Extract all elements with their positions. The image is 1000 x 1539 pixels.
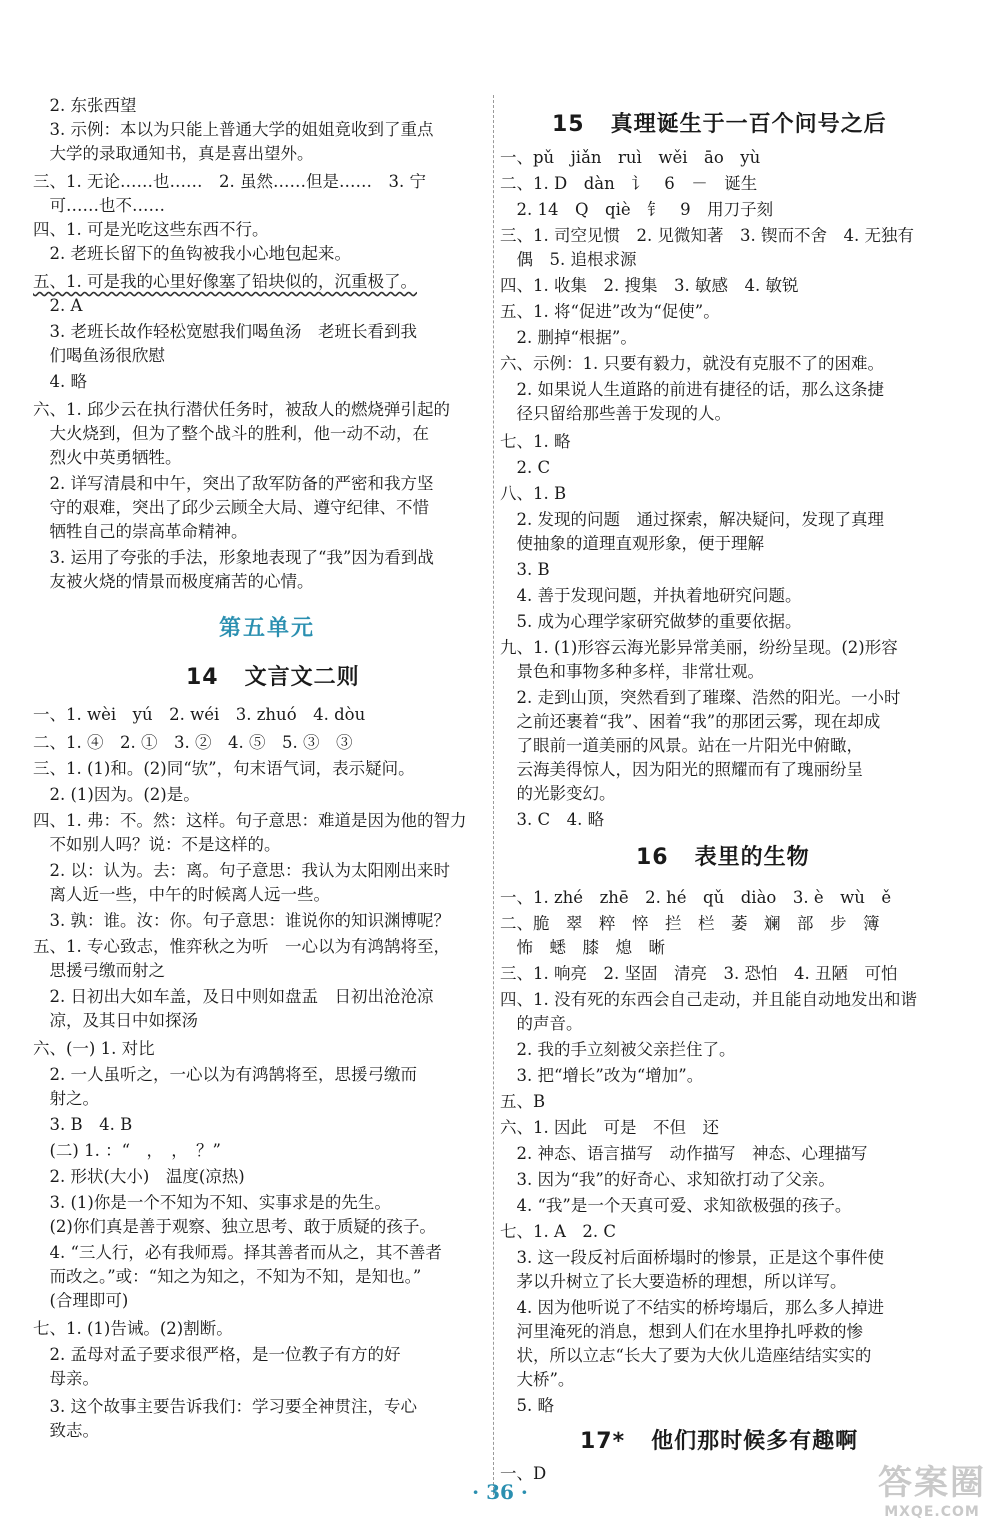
answer-line: 2. (1)因为。(2)是。 [33, 785, 200, 804]
answer-line: 二、1. D dàn 讠 6 － 诞生 [500, 174, 758, 193]
page-number: · 36 · [472, 1480, 528, 1504]
answer-line: 2. 删掉“根据”。 [500, 328, 637, 347]
answer-line: 射之。 [33, 1089, 99, 1108]
answer-line: 2. 发现的问题 通过探索，解决疑问，发现了真理 [500, 510, 884, 529]
lesson-16-heading [636, 840, 810, 871]
answer-line: 2. 神态、语言描写 动作描写 神态、心理描写 [500, 1144, 868, 1163]
answer-line: 茅以升树立了长大要造桥的理想，所以详写。 [500, 1272, 847, 1291]
answer-line: 们喝鱼汤很欣慰 [33, 346, 165, 365]
answer-line: 大火烧到，但为了整个战斗的胜利，他一动不动，在 [33, 424, 429, 443]
answer-line: 3. 把“增长”改为“增加”。 [500, 1066, 704, 1085]
answer-line: 4. 略 [33, 372, 87, 391]
left-column [33, 0, 488, 1470]
answer-line: 2. 东张西望 [33, 96, 137, 115]
answer-line: 使抽象的道理直观形象，便于理解 [500, 534, 764, 553]
answer-line: 六、示例：1. 只要有毅力，就没有克服不了的困难。 [500, 354, 884, 373]
answer-line: (二) 1. ：“ ， ， ？” [33, 1141, 221, 1160]
answer-line: 5. 成为心理学家研究做梦的重要依据。 [500, 612, 802, 631]
answer-line: 怖 蟋 膝 熄 晰 [500, 938, 665, 957]
answer-line: 2. 走到山顶，突然看到了璀璨、浩然的阳光。一小时 [500, 688, 901, 707]
answer-line: 3. C 4. 略 [500, 810, 605, 829]
answer-line: 不如别人吗？说：不是这样的。 [33, 835, 281, 854]
answer-line: 四、1. 弗：不。然：这样。句子意思：难道是因为他的智力 [33, 811, 467, 830]
answer-line: 七、1. (1)告诫。(2)割断。 [33, 1319, 233, 1338]
column-divider [493, 95, 494, 1495]
answer-line: 守的艰难，突出了邱少云顾全大局、遵守纪律、不惜 [33, 498, 429, 517]
answer-line: 径只留给那些善于发现的人。 [500, 404, 731, 423]
answer-line: 之前还裹着“我”、困着“我”的那团云雾，现在却成 [500, 712, 881, 731]
answer-line: 2. C [500, 458, 551, 477]
answer-line: (2)你们真是善于观察、独立思考、敢于质疑的孩子。 [33, 1217, 436, 1236]
lesson-title: 表里的生物 [694, 845, 810, 870]
answer-line: 3. 这一段反衬后面桥塌时的惨景，正是这个事件使 [500, 1248, 884, 1267]
answer-line: 偶 5. 追根求源 [500, 250, 637, 269]
answer-line: 的声音。 [500, 1014, 583, 1033]
answer-line: 可……也不…… [33, 196, 165, 215]
answer-line: 友被火烧的情景而极度痛苦的心情。 [33, 572, 314, 591]
answer-line: 思援弓缴而射之 [33, 961, 165, 980]
answer-line: 2. 孟母对孟子要求很严格，是一位教子有方的好 [33, 1345, 401, 1364]
answer-line: 而改之。”或：“知之为知之，不知为不知，是知也。” [33, 1267, 422, 1286]
answer-line: 四、1. 没有死的东西会自己走动，并且能自动地发出和谐 [500, 990, 917, 1009]
answer-line: 2. 14 Q qiè 钅 9 用刀子刻 [500, 200, 774, 219]
answer-line: 3. 这个故事主要告诉我们：学习要全神贯注，专心 [33, 1397, 417, 1416]
watermark-url: MXQE.COM [884, 1504, 980, 1520]
lesson-number: 14 [186, 665, 219, 690]
answer-line: 母亲。 [33, 1369, 99, 1388]
answer-line: 牺牲自己的崇高革命精神。 [33, 522, 248, 541]
lesson-title: 真理诞生于一百个问号之后 [610, 112, 887, 137]
watermark-text: 答案圈 [878, 1463, 986, 1503]
answer-line: 二、1. ④ 2. ① 3. ② 4. ⑤ 5. ③ ③ [33, 733, 353, 752]
answer-line: 一、D [500, 1464, 547, 1483]
watermark-logo [868, 1462, 996, 1536]
answer-line: 5. 略 [500, 1396, 554, 1415]
answer-line: 五、1. 将“促进”改为“促使”。 [500, 302, 720, 321]
answer-line: 一、1. zhé zhē 2. hé qǔ diào 3. è wù ě [500, 888, 892, 907]
answer-line: 3. 因为“我”的好奇心、求知欲打动了父亲。 [500, 1170, 835, 1189]
answer-line: 河里淹死的消息，想到人们在水里挣扎呼救的惨 [500, 1322, 863, 1341]
answer-line: 云海美得惊人，因为阳光的照耀而有了瑰丽纷呈 [500, 760, 863, 779]
answer-line: 2. 一人虽听之，一心以为有鸿鹄将至，思援弓缴而 [33, 1065, 417, 1084]
answer-line: 一、pǔ jiǎn ruì wěi āo yù [500, 148, 761, 167]
answer-line: 三、1. 无论……也…… 2. 虽然……但是…… 3. 宁 [33, 172, 426, 191]
lesson-15-heading [552, 107, 887, 138]
answer-line: 离人近一些，中午的时候离人远一些。 [33, 885, 330, 904]
answer-line: 烈火中英勇牺牲。 [33, 448, 182, 467]
lesson-title: 他们那时候多有趣啊 [651, 1429, 859, 1454]
lesson-number: 16 [636, 845, 669, 870]
lesson-14-heading [186, 660, 360, 691]
answer-line: 3. 老班长故作轻松宽慰我们喝鱼汤 老班长看到我 [33, 322, 417, 341]
answer-line: 状，所以立志“长大了要为大伙儿造座结结实实的 [500, 1346, 872, 1365]
answer-line: 六、1. 因此 可是 不但 还 [500, 1118, 719, 1137]
answer-line: 4. 善于发现问题，并执着地研究问题。 [500, 586, 802, 605]
answer-line: 景色和事物多种多样，非常壮观。 [500, 662, 764, 681]
lesson-number: 17* [580, 1429, 626, 1454]
answer-line: 五、1. 专心致志，惟弈秋之为听 一心以为有鸿鹄将至， [33, 937, 450, 956]
answer-line: 六、(一) 1. 对比 [33, 1039, 155, 1058]
answer-line: 八、1. B [500, 484, 567, 503]
answer-line: 2. 老班长留下的鱼钩被我小心地包起来。 [33, 244, 351, 263]
answer-line: 4. “我”是一个天真可爱、求知欲极强的孩子。 [500, 1196, 852, 1215]
lesson-title: 文言文二则 [244, 665, 360, 690]
answer-line: 五、1. 可是我的心里好像塞了铅块似的，沉重极了。 [33, 272, 417, 291]
answer-line: 2. 我的手立刻被父亲拦住了。 [500, 1040, 736, 1059]
right-column [500, 0, 945, 1483]
answer-line: 3. B [500, 560, 550, 579]
unit-title: 第五单元 [219, 616, 316, 641]
lesson-17-heading [580, 1424, 858, 1455]
answer-line: 4. 因为他听说了不结实的桥垮塌后，那么多人掉进 [500, 1298, 884, 1317]
answer-line: 了眼前一道美丽的风景。站在一片阳光中俯瞰， [500, 736, 863, 755]
answer-line: 二、脆 翠 粹 悴 拦 栏 萎 斓 部 步 簿 [500, 914, 880, 933]
answer-line: 六、1. 邱少云在执行潜伏任务时，被敌人的燃烧弹引起的 [33, 400, 450, 419]
answer-line: 3. 运用了夸张的手法，形象地表现了“我”因为看到战 [33, 548, 434, 567]
answer-line: 2. 日初出大如车盖，及日中则如盘盂 日初出沧沧凉 [33, 987, 434, 1006]
answer-line: 九、1. (1)形容云海光影异常美丽，纷纷呈现。(2)形容 [500, 638, 898, 657]
answer-line: 3. 示例：本以为只能上普通大学的姐姐竟收到了重点 [33, 120, 434, 139]
answer-line: 大学的录取通知书，真是喜出望外。 [33, 144, 314, 163]
answer-line: 三、1. 响亮 2. 坚固 清亮 3. 恐怕 4. 丑陋 可怕 [500, 964, 898, 983]
answer-line: 三、1. (1)和。(2)同“欤”，句末语气词，表示疑问。 [33, 759, 415, 778]
answer-line: 2. 如果说人生道路的前进有捷径的话，那么这条捷 [500, 380, 884, 399]
answer-line: 3. (1)你是一个不知为不知、实事求是的先生。 [33, 1193, 391, 1212]
answer-line: 3. B 4. B [33, 1115, 133, 1134]
answer-line: 的光影变幻。 [500, 784, 616, 803]
answer-line: 致志。 [33, 1421, 99, 1440]
answer-line: 大桥”。 [500, 1370, 575, 1389]
answer-line: 七、1. A 2. C [500, 1222, 617, 1241]
answer-line: 凉，及其日中如探汤 [33, 1011, 198, 1030]
answer-line: 四、1. 可是光吃这些东西不行。 [33, 220, 269, 239]
answer-line: 七、1. 略 [500, 432, 571, 451]
answer-line: 五、B [500, 1092, 546, 1111]
answer-line: 2. A [33, 296, 83, 315]
answer-line: 四、1. 收集 2. 搜集 3. 敏感 4. 敏锐 [500, 276, 799, 295]
answer-line: 三、1. 司空见惯 2. 见微知著 3. 锲而不舍 4. 无独有 [500, 226, 914, 245]
answer-line: 2. 以：认为。去：离。句子意思：我认为太阳刚出来时 [33, 861, 450, 880]
answer-line: 2. 详写清晨和中午，突出了敌军防备的严密和我方坚 [33, 474, 434, 493]
answer-line: 4. “三人行，必有我师焉。择其善者而从之，其不善者 [33, 1243, 442, 1262]
answer-line: 一、1. wèi yú 2. wéi 3. zhuó 4. dòu [33, 705, 366, 724]
lesson-number: 15 [552, 112, 585, 137]
answer-line: 2. 形状(大小) 温度(凉热) [33, 1167, 245, 1186]
answer-line: 3. 孰：谁。汝：你。句子意思：谁说你的知识渊博呢？ [33, 911, 450, 930]
answer-line: (合理即可) [33, 1291, 129, 1310]
